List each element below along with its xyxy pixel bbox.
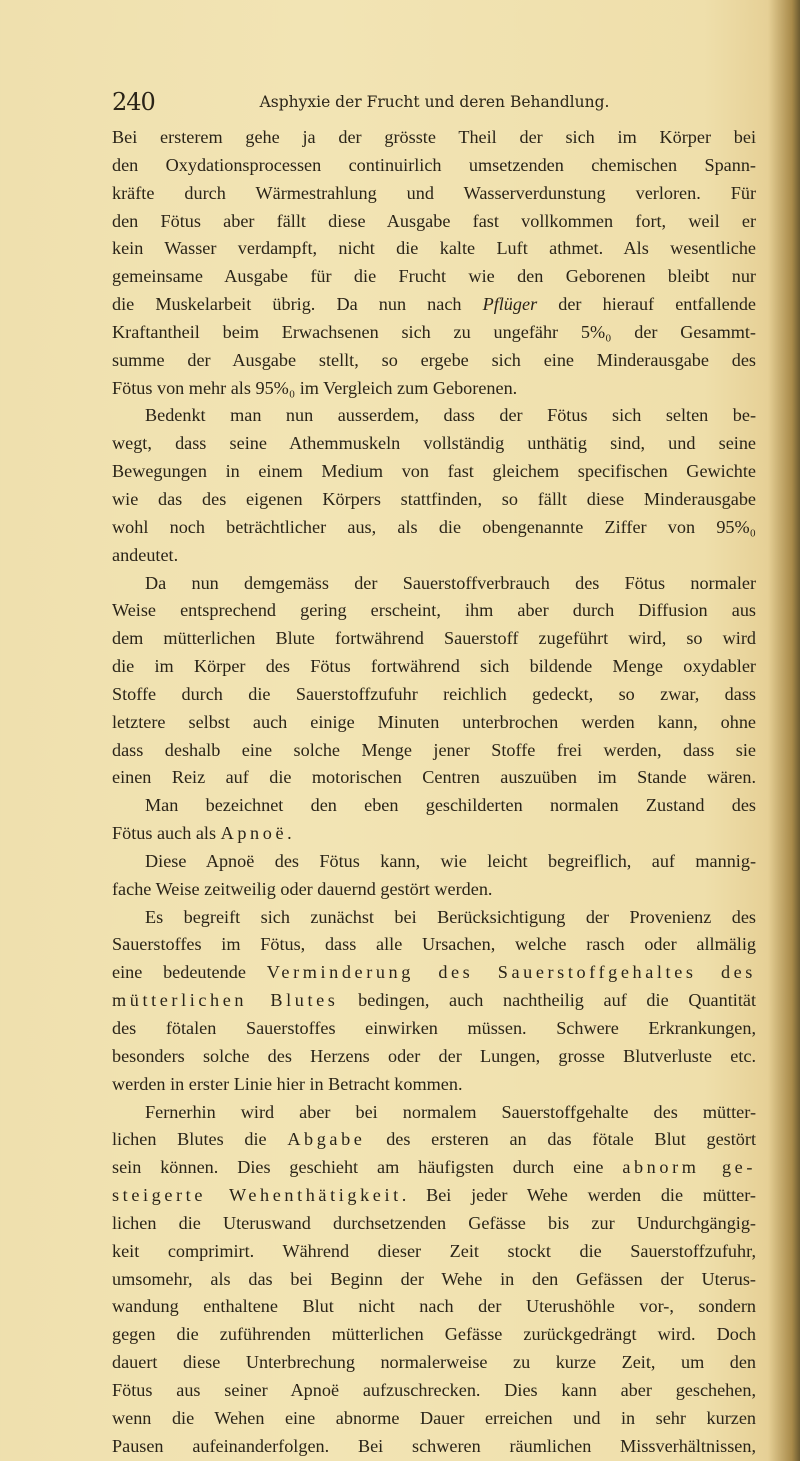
text-line <box>112 430 756 458</box>
page-header <box>112 88 757 116</box>
text-segment: gemeinsame Ausgabe für die Frucht wie den Geborenen bleibt nur <box>112 266 756 287</box>
text-line <box>112 180 756 208</box>
text-segment: dass deshalb eine solche Menge jener Stoffe frei werden, dass sie <box>112 739 756 760</box>
text-line <box>112 1349 756 1377</box>
text-segment: lichen die Uteruswand durchsetzenden Gefässe bis zur Undurchgängig- <box>112 1212 756 1233</box>
text-segment: Stoffe durch die Sauerstoffzufuhr reichlich gedeckt, so zwar, dass <box>112 683 756 704</box>
text-line <box>112 1154 756 1182</box>
text-line <box>112 1126 756 1154</box>
text-segment: die im Körper des Fötus fortwährend sich bildende Menge oxydabler <box>112 656 756 677</box>
running-head: Asphyxie der Frucht und deren Behandlung. <box>259 93 610 111</box>
text-segment: eine bedeutende <box>112 962 267 983</box>
emphasized-text: Verminderung des Sauerstoffgehaltes des <box>266 962 756 983</box>
text-line <box>112 1071 756 1099</box>
text-line <box>112 1099 756 1127</box>
text-segment: Man bezeichnet den eben geschilderten normalen Zustand des <box>145 795 756 816</box>
text-segment: Weise entsprechend gering erscheint, ihm aber durch Diffusion aus <box>112 600 756 621</box>
text-line <box>112 764 756 792</box>
text-line <box>112 681 756 709</box>
text-line <box>112 653 756 681</box>
text-line <box>112 291 756 319</box>
emphasized-text: abnorm ge- <box>622 1157 756 1178</box>
text-segment: andeutet. <box>112 544 179 565</box>
text-line <box>112 904 756 932</box>
text-segment: wegt, dass seine Athemmuskeln vollständig unthätig sind, und seine <box>112 433 756 454</box>
text-line <box>112 1210 756 1238</box>
emphasized-text: Abgabe <box>287 1129 366 1150</box>
text-line <box>112 375 756 403</box>
text-line <box>112 1182 756 1210</box>
text-line <box>112 1321 756 1349</box>
text-segment: sein können. Dies geschieht am häufigsten durch eine <box>112 1157 623 1178</box>
text-line <box>112 570 756 598</box>
text-line <box>112 542 756 570</box>
text-line <box>112 1293 756 1321</box>
text-line <box>112 1238 756 1266</box>
text-line <box>112 152 756 180</box>
text-segment: die Muskelarbeit übrig. Da nun nach <box>112 294 483 315</box>
text-segment: fache Weise zeitweilig oder dauernd gestört werden. <box>112 878 493 899</box>
text-segment: Fötus aus seiner Apnoë aufzuschrecken. Dies kann aber geschehen, <box>112 1379 756 1400</box>
text-segment: wohl noch beträchtlicher aus, als die obengenannte Ziffer von 95%₀ <box>112 516 756 537</box>
emphasized-text: mütterlichen Blutes <box>112 990 339 1011</box>
text-segment: den Fötus aber fällt diese Ausgabe fast vollkommen fort, weil er <box>112 210 756 231</box>
text-line <box>112 1015 756 1043</box>
text-segment: dem mütterlichen Blute fortwährend Sauerstoff zugeführt wird, so wird <box>112 628 756 649</box>
text-segment: wandung enthaltene Blut nicht nach der Uterushöhle vor-, sondern <box>112 1296 756 1317</box>
text-segment: wenn die Wehen eine abnorme Dauer erreichen und in sehr kurzen <box>112 1407 756 1428</box>
text-segment: des ersteren an das fötale Blut gestört <box>365 1129 756 1150</box>
text-line <box>112 1405 756 1433</box>
text-segment: werden in erster Linie hier in Betracht kommen. <box>112 1073 463 1094</box>
text-line <box>112 625 756 653</box>
emphasized-text: steigerte Wehenthätigkeit <box>112 1185 402 1206</box>
text-segment: kräfte durch Wärmestrahlung und Wasserverdunstung verloren. Für <box>112 182 756 203</box>
italic-name: Pflüger <box>482 294 538 315</box>
text-segment: dauert diese Unterbrechung normalerweise zu kurze Zeit, um den <box>112 1352 756 1373</box>
text-line <box>112 208 756 236</box>
text-segment: wie das des eigenen Körpers stattfinden, so fällt diese Minderausgabe <box>112 488 756 509</box>
text-segment: lichen Blutes die <box>112 1129 288 1150</box>
text-line <box>112 820 756 848</box>
text-segment: gegen die zuführenden mütterlichen Gefässe zurückgedrängt wird. Doch <box>112 1324 756 1345</box>
text-segment: Kraftantheil beim Erwachsenen sich zu ungefähr 5%₀ der Gesammt- <box>112 321 756 342</box>
text-segment: einen Reiz auf die motorischen Centren auszuüben im Stande wären. <box>112 767 756 788</box>
body-text <box>112 124 756 1461</box>
text-segment: Bei ersterem gehe ja der grösste Theil der sich im Körper bei <box>112 127 756 147</box>
text-line <box>112 931 756 959</box>
text-line <box>112 597 756 625</box>
text-segment: Fötus von mehr als 95%₀ im Vergleich zum Geborenen. <box>112 377 518 398</box>
emphasized-text: Apnoë <box>220 823 288 844</box>
text-line <box>112 848 756 876</box>
text-segment: den Oxydationsprocessen continuirlich umsetzenden chemischen Spann- <box>112 154 756 175</box>
text-segment: Diese Apnoë des Fötus kann, wie leicht begreiflich, auf mannig- <box>145 850 756 871</box>
text-segment: besonders solche des Herzens oder der Lungen, grosse Blutverluste etc. <box>112 1045 756 1066</box>
text-segment: Sauerstoffes im Fötus, dass alle Ursachen, welche rasch oder allmälig <box>112 934 756 955</box>
text-segment: letztere selbst auch einige Minuten unterbrochen werden kann, ohne <box>112 711 756 732</box>
text-line <box>112 792 756 820</box>
text-segment: des fötalen Sauerstoffes einwirken müssen. Schwere Erkrankungen, <box>112 1018 756 1038</box>
text-segment: der hierauf entfallende <box>537 294 756 315</box>
text-line <box>112 709 756 737</box>
text-segment: kein Wasser verdampft, nicht die kalte Luft athmet. Als wesentliche <box>112 238 756 259</box>
text-line <box>112 1377 756 1405</box>
text-line <box>112 402 756 430</box>
text-segment: Es begreift sich zunächst bei Berücksichtigung der Provenienz des <box>145 906 756 927</box>
text-line <box>112 737 756 765</box>
text-line <box>112 1433 756 1461</box>
text-segment: Pausen aufeinanderfolgen. Bei schweren räumlichen Missverhältnissen, <box>112 1435 756 1456</box>
text-line <box>112 235 756 263</box>
page-number: 240 <box>112 88 155 116</box>
text-line <box>112 1043 756 1071</box>
text-segment: Fötus auch als <box>112 823 221 844</box>
text-line <box>112 124 756 152</box>
text-segment: Da nun demgemäss der Sauerstoffverbrauch des Fötus normaler <box>145 572 756 593</box>
text-segment: . Bei jeder Wehe werden die mütter- <box>401 1185 756 1206</box>
text-line <box>112 959 756 987</box>
text-line <box>112 514 756 542</box>
text-line <box>112 319 756 347</box>
text-segment: Fernerhin wird aber bei normalem Sauerstoffgehalte des mütter- <box>145 1101 756 1122</box>
text-line <box>112 1266 756 1294</box>
text-segment: summe der Ausgabe stellt, so ergebe sich eine Minderausgabe des <box>112 349 756 370</box>
text-line <box>112 347 756 375</box>
text-line <box>112 876 756 904</box>
text-line <box>112 486 756 514</box>
text-segment: Bedenkt man nun ausserdem, dass der Fötus sich selten be- <box>145 405 756 426</box>
text-line <box>112 263 756 291</box>
text-segment: Bewegungen in einem Medium von fast gleichem specifischen Gewichte <box>112 461 756 482</box>
text-segment: keit comprimirt. Während dieser Zeit stockt die Sauerstoffzufuhr, <box>112 1240 756 1261</box>
text-line <box>112 458 756 486</box>
text-line <box>112 987 756 1015</box>
text-segment: . <box>287 823 292 844</box>
text-segment: umsomehr, als das bei Beginn der Wehe in den Gefässen der Uterus- <box>112 1268 756 1289</box>
text-segment: bedingen, auch nachtheilig auf die Quantität <box>338 990 756 1011</box>
